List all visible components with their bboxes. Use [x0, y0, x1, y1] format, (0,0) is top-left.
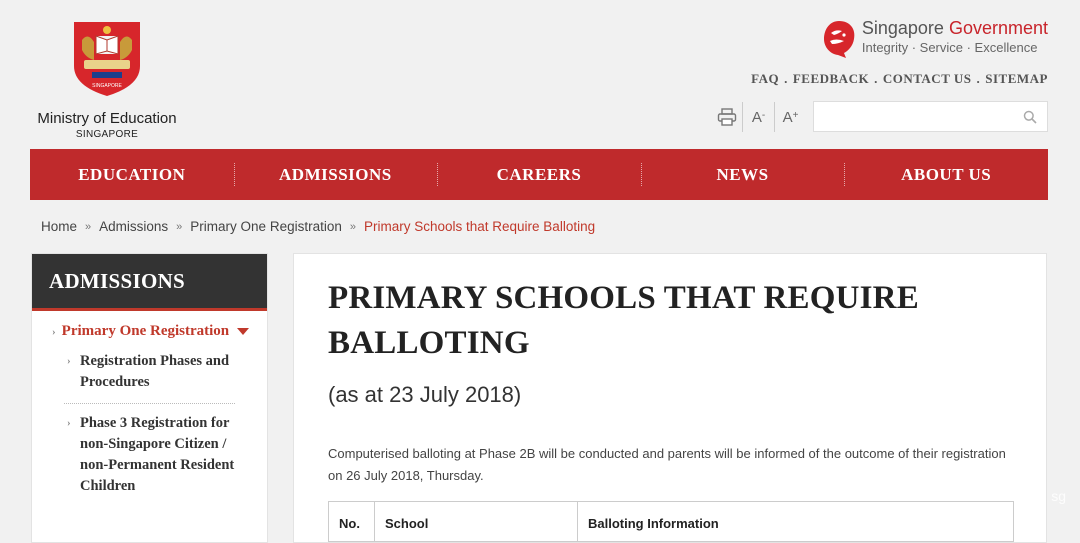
- nav-education[interactable]: EDUCATION: [78, 164, 186, 184]
- print-icon: [717, 108, 737, 126]
- breadcrumb: [41, 219, 595, 234]
- faq-link[interactable]: FAQ: [751, 71, 780, 86]
- breadcrumb-separator-icon: »: [176, 220, 183, 233]
- nav-about-us[interactable]: ABOUT US: [844, 149, 1048, 200]
- contact-us-link[interactable]: CONTACT US: [882, 71, 972, 86]
- decrease-font-button[interactable]: [742, 102, 774, 132]
- ministry-country: SINGAPORE: [75, 129, 139, 140]
- watermark: sg: [1051, 488, 1066, 504]
- caret-down-icon[interactable]: [237, 328, 249, 335]
- page-tools: [712, 102, 806, 132]
- sidebar-active-label: Primary One Registration: [61, 323, 230, 339]
- main-content: [293, 253, 1047, 543]
- intro-text: Computerised balloting at Phase 2B will be conducted and parents will be informed of the outcome of their registration on 26 July 2018, Thursday.: [328, 446, 1006, 483]
- search-icon[interactable]: [1023, 110, 1037, 124]
- utility-links: FAQ . FEEDBACK . CONTACT US . SITEMAP: [751, 71, 1048, 86]
- nav-news[interactable]: NEWS: [641, 149, 845, 200]
- as-at-date: (as at 23 July 2018): [328, 382, 522, 407]
- chevron-right-icon: ›: [67, 417, 71, 429]
- feedback-link[interactable]: FEEDBACK: [792, 71, 870, 86]
- sg-gov-suffix: Government: [948, 18, 1048, 38]
- sidebar-item-primary-one-registration[interactable]: [32, 323, 267, 340]
- breadcrumb-primary-one[interactable]: Primary One Registration: [190, 219, 342, 234]
- balloting-table: [328, 501, 1014, 542]
- col-school-header: School: [375, 502, 578, 542]
- col-balloting-header: Balloting Information: [578, 502, 1014, 542]
- sidebar-divider: [64, 403, 235, 404]
- sidebar-title: ADMISSIONS: [32, 254, 267, 311]
- nav-careers[interactable]: CAREERS: [437, 149, 641, 200]
- chevron-right-icon: ›: [67, 355, 71, 367]
- main-nav: [30, 149, 1048, 200]
- breadcrumb-current: Primary Schools that Require Balloting: [363, 219, 596, 234]
- page-title: PRIMARY SCHOOLS THAT REQUIRE BALLOTING: [328, 280, 919, 361]
- search-input[interactable]: [814, 102, 1014, 131]
- chevron-right-icon: ›: [52, 325, 56, 338]
- sidebar-subitem-registration-phases[interactable]: [32, 351, 267, 403]
- sidebar-subitem-phase-3[interactable]: [32, 413, 267, 497]
- sidebar-subitem-label: Phase 3 Registration for non-Singapore Citizen / non-Permanent Resident Children: [80, 415, 235, 494]
- lion-head-icon: [822, 19, 856, 59]
- breadcrumb-home[interactable]: Home: [41, 219, 78, 234]
- nav-admissions[interactable]: ADMISSIONS: [234, 149, 438, 200]
- moe-crest-icon: [70, 20, 144, 98]
- col-no-header: No.: [329, 502, 375, 542]
- sitemap-link[interactable]: SITEMAP: [985, 71, 1048, 86]
- moe-logo[interactable]: [34, 20, 180, 140]
- font-smaller-mark: -: [761, 109, 766, 121]
- increase-font-button[interactable]: [774, 102, 806, 132]
- sg-gov-tagline: Integrity · Service · Excellence: [861, 40, 1038, 55]
- breadcrumb-separator-icon: »: [85, 220, 92, 233]
- sidebar: [31, 253, 268, 543]
- sg-gov-prefix: Singapore: [861, 18, 944, 38]
- ministry-name: Ministry of Education: [37, 110, 177, 127]
- search-box: [813, 101, 1048, 132]
- table-header-row: [329, 502, 1014, 542]
- font-larger-mark: +: [792, 109, 799, 121]
- breadcrumb-separator-icon: »: [349, 220, 356, 233]
- font-larger-label: A: [782, 108, 793, 126]
- print-button[interactable]: [712, 102, 742, 132]
- crest-text: SINGAPORE: [92, 83, 122, 89]
- singapore-government-logo[interactable]: [822, 18, 1048, 59]
- font-smaller-label: A: [751, 108, 762, 126]
- sidebar-subitem-label: Registration Phases and Procedures: [80, 353, 230, 390]
- breadcrumb-admissions[interactable]: Admissions: [99, 219, 169, 234]
